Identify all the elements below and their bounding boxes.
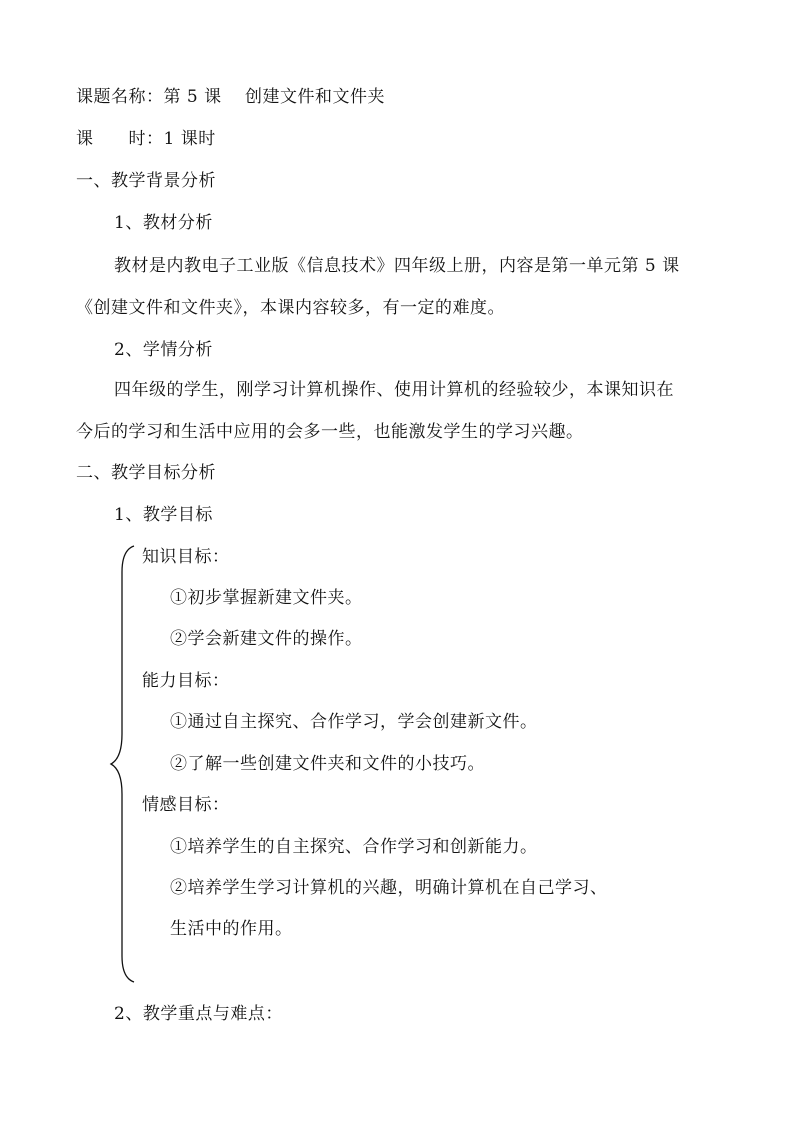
ability-goal-label: 能力目标： [142, 671, 230, 691]
knowledge-goal-item: ①初步掌握新建文件夹。 [170, 588, 363, 608]
emotion-goal-item-continued: 生活中的作用。 [170, 919, 293, 939]
subheading-teaching-goals: 1、教学目标 [114, 505, 213, 525]
paragraph-textbook-line2: 《创建文件和文件夹》，本课内容较多，有一定的难度。 [76, 298, 505, 318]
paragraph-student-line2: 今后的学习和生活中应用的会多一些，也能激发学生的学习兴趣。 [76, 422, 584, 442]
emotion-goal-label: 情感目标： [142, 795, 230, 815]
emotion-goal-item: ②培养学生学习计算机的兴趣，明确计算机在自己学习、 [170, 878, 608, 898]
ability-goal-item: ①通过自主探究、合作学习，学会创建新文件。 [170, 712, 538, 732]
course-title: 课题名称：第 5 课 创建文件和文件夹 [76, 87, 386, 107]
section-heading-objectives: 二、教学目标分析 [76, 463, 216, 483]
emotion-goal-item: ①培养学生的自主探究、合作学习和创新能力。 [170, 837, 538, 857]
ability-goal-item: ②了解一些创建文件夹和文件的小技巧。 [170, 754, 485, 774]
subheading-student-analysis: 2、学情分析 [114, 340, 213, 360]
paragraph-student-line1: 四年级的学生，刚学习计算机操作、使用计算机的经验较少，本课知识在 [114, 380, 674, 400]
paragraph-textbook-line1: 教材是内教电子工业版《信息技术》四年级上册，内容是第一单元第 5 课 [114, 256, 680, 276]
knowledge-goal-item: ②学会新建文件的操作。 [170, 629, 363, 649]
subheading-textbook-analysis: 1、教材分析 [114, 213, 213, 233]
subheading-key-points: 2、教学重点与难点： [114, 1004, 283, 1024]
course-hours: 课 时：1 课时 [76, 129, 216, 149]
knowledge-goal-label: 知识目标： [142, 547, 230, 567]
curly-brace-icon [108, 544, 138, 984]
section-heading-background: 一、教学背景分析 [76, 171, 216, 191]
